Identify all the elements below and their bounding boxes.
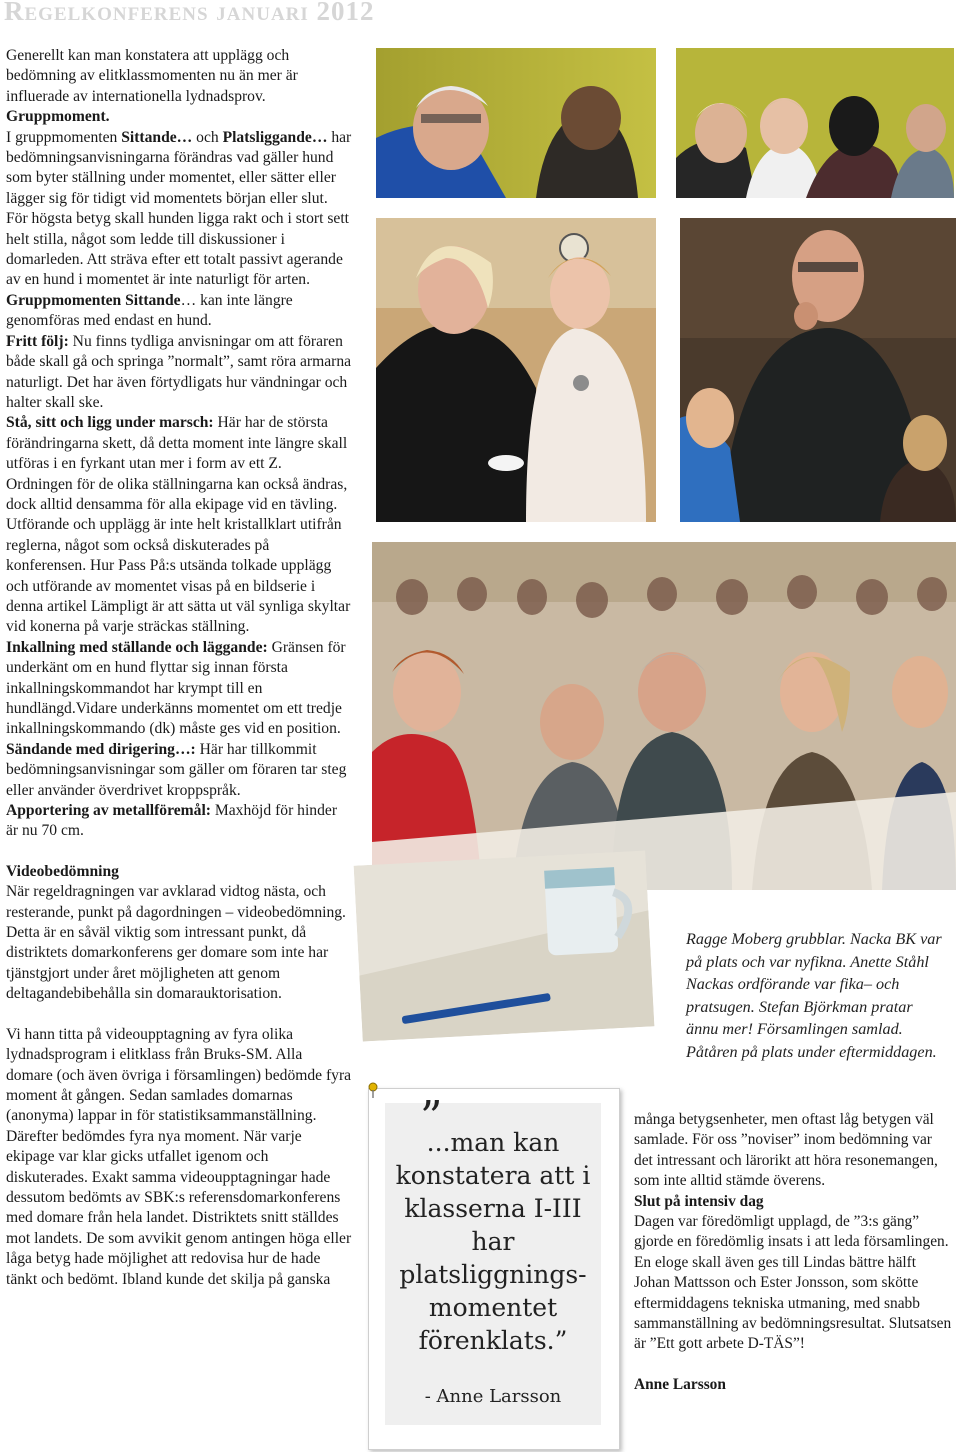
text-run: och <box>192 128 223 146</box>
text-run: Vi hann titta på videoupptagning av fyra olika lydnadsprogram i elitklass från Bruks-SM. Alla domare (och även övriga i församlingen) bedömde fyra moment åt gången. Sedan samlades domarnas (anonyma) lappar in för statistiksammanställning. Därefter bedömdes fyra nya moment. När varje ekipage var klar gicks utfallet igenom och diskuterades. Exakt samma videoupptagningar hade dessutom bedömts av SBK:s referensdomarkonferens med domare från hela landet. Distriktets snitt ställdes mot landets. De som avvikit genom antingen höga eller låga betyg hade möjlighet att redovisa hur de hade tänkt och bedömt. Ibland kunde det skilja på ganska <box>6 1025 352 1288</box>
paragraph <box>6 1025 352 1290</box>
photo-nacka-bk-audience <box>676 48 954 198</box>
paragraph <box>6 638 352 740</box>
pushpin-icon <box>368 1082 378 1098</box>
paragraph <box>6 740 352 801</box>
photo-stefan-bjorkman <box>680 218 956 522</box>
bold-run: Sändande med dirigering…: <box>6 740 196 758</box>
paragraph <box>6 46 352 107</box>
paragraph-gap <box>6 1005 352 1025</box>
text-run: har bedömningsanvisningarna förändras vad gäller hund som byter ställning under momentet, eller sätter eller lägger sig för tidigt vid momentets början eller slut. För högsta betyg skall hunden ligga rakt och i stort sett helt stilla, något som ledde till diskussioner i domarleden. Att sträva efter ett totalt passivt agerande av en hund i momentet är inte naturligt för arten. <box>6 128 352 289</box>
bold-run: Fritt följ: <box>6 332 69 350</box>
paragraph <box>6 332 352 414</box>
text-run: Maxhöjd för hinder är nu 70 cm. <box>6 802 338 840</box>
pull-quote-text: ...man kan konstatera att i klasserna I-III har platsliggnings-momentet förenklats.” <box>395 1128 591 1355</box>
paragraph <box>634 1375 952 1395</box>
bold-run: Anne Larsson <box>634 1375 726 1393</box>
bold-run: Platsliggande… <box>222 128 328 146</box>
text-run: Generellt kan man konstatera att upplägg och bedömning av elitklassmomenten nu än mer är influerade av internationella lydnadsprov. <box>6 47 298 105</box>
bold-run: Videobedömning <box>6 862 119 880</box>
paragraph <box>6 413 352 637</box>
bold-run: Gruppmoment. <box>6 108 110 126</box>
paragraph <box>634 1110 952 1192</box>
photo-ragge-moberg <box>376 48 656 198</box>
paragraph-gap <box>634 1355 952 1375</box>
paragraph <box>6 107 352 127</box>
text-run: Dagen var föredömligt upplagd, de ”3:s gäng” gjorde en föredömlig insats i att leda församlingen. En eloge skall även ges till Lindas bättre hälft Johan Mattsson och Ester Jonsson, som skötte eftermiddagens tekniska utmaning, med snabb sammanställning av bedömningsresultat. Slutsatsen är ”Ett gott arbete D-TÄS”! <box>634 1213 952 1353</box>
bold-run: Slut på intensiv dag <box>634 1192 764 1210</box>
text-run: … kan inte längre genomföras med endast en hund. <box>6 291 293 330</box>
paragraph <box>6 882 352 1004</box>
text-run: Gränsen för underkänt om en hund flyttar sig innan första inkallningskommandot har krympt till en hundlängd.Vidare underkänns momentet om ett tredje inkallningskommando (dk) måste ges vid en position. <box>6 638 346 738</box>
paragraph <box>6 801 352 842</box>
text-run: I gruppmomenten <box>6 128 122 146</box>
photo-anette-stahl <box>376 218 656 522</box>
left-text-column <box>6 46 352 1290</box>
photo-forsamlingen-samlad <box>372 542 956 890</box>
text-run: När regeldragningen var avklarad vidtog nästa, och resterande, punkt på dagordningen – videobedömning. Detta är en såväl viktig som intressant punkt, då distriktets domarkonferens ger domare som inte har tjänstgjort under året möjligheten att genom deltagandebibehålla sin domarauktorisation. <box>6 883 346 1003</box>
photo-patoren-coffee-cup <box>354 850 655 1041</box>
text-run: många betygsenheter, men oftast låg betygen väl samlade. För oss ”noviser” inom bedömning var det intressant och lärorikt att höra resonemangen, som inte alltid stämde överens. <box>634 1111 938 1190</box>
page-header: Regelkonferens januari 2012 <box>4 0 375 26</box>
paragraph <box>634 1212 952 1355</box>
paragraph <box>634 1192 952 1212</box>
quote-mark-icon: ” <box>420 1092 443 1143</box>
paragraph <box>6 862 352 882</box>
paragraph <box>6 128 352 291</box>
bold-run: Inkallning med ställande och läggande: <box>6 638 268 656</box>
pull-quote-author: - Anne Larsson <box>424 1386 562 1407</box>
text-run: Nu finns tydliga anvisningar om att föraren både skall gå och springa ”normalt”, samt röra armarna naturligt. Det har även förtydligats hur vändningar och halter skall ske. <box>6 332 352 411</box>
right-text-column <box>634 1110 952 1395</box>
paragraph-gap <box>6 842 352 862</box>
text-run: Här har tillkommit bedömningsanvisningar som gäller om föraren tar steg eller använder överdrivet kroppspråk. <box>6 740 347 799</box>
photo-caption: Ragge Moberg grubblar. Nacka BK var på plats och var nyfikna. Anette Ståhl Nackas ordförande var fika– och pratsugen. Stefan Björkman pratar ännu mer! Församlingen samlad. Påtåren på plats under eftermiddagen. <box>686 930 942 1061</box>
bold-run: Stå, sitt och ligg under marsch: <box>6 414 214 432</box>
bold-run: Apportering av metallföremål: <box>6 802 211 820</box>
bold-run: Sittande… <box>121 128 193 146</box>
paragraph <box>6 291 352 332</box>
bold-run: Gruppmomenten Sittande <box>6 291 181 309</box>
text-run: Här har de största förändringarna skett, då detta moment inte längre skall utföras i en fyrkant utan mer i form av ett Z. Ordningen för de olika ställningarna kan också ändras, dock alltid densamma för alla ekipage vid en tävling. Utförande och upplägg är inte helt kristallklart utifrån reglerna, något som också diskuterades på konferensen. Hur Pass På:s utsända tolkade upplägg och utförande av momentet visas på en bildserie i denna artikel Lämpligt är att sätta ut väl synliga skyltar vid konerna på varje sträckas ställning. <box>6 414 351 636</box>
